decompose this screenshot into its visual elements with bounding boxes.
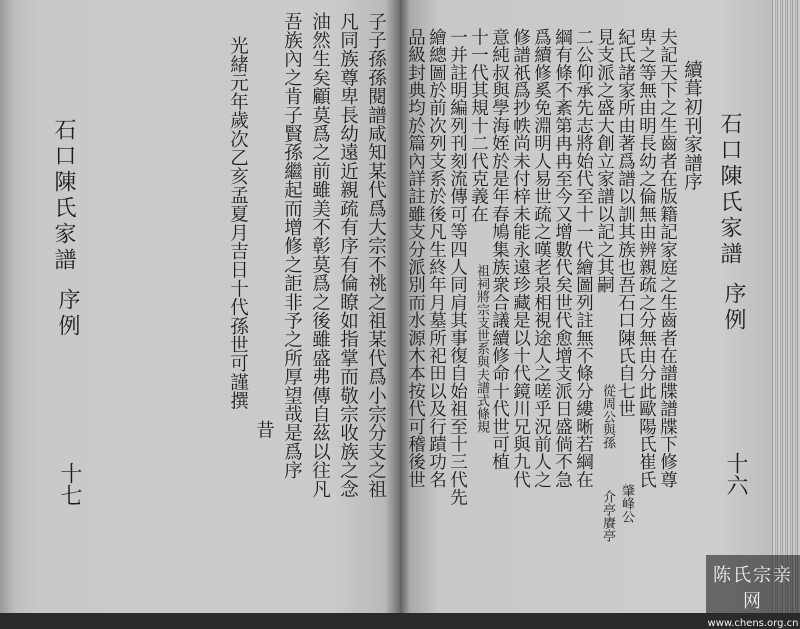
right-section-label: 序例 — [721, 282, 746, 334]
right-body-column-5: 二公仰承先志將始代至十一代繪圖列註無不條分縷晰若綱在 — [573, 28, 594, 489]
left-body-column-5: 昔 — [253, 420, 275, 439]
inset-note-2: 從周公與孫 — [600, 384, 615, 449]
preface-heading: 續葺初刊家譜序 — [681, 60, 703, 191]
inset-note-4: 祖祠將宗支世系與夫譜式條規 — [474, 264, 489, 433]
site-watermark — [706, 555, 800, 629]
right-body-column-2: 卑之等無由明長幼之倫無由辨親疏之分無由分此歐陽氏崔氏 — [636, 28, 657, 489]
right-body-column-4: 見支派之盛大創立家譜以記之其嗣 — [594, 28, 615, 294]
right-body-column-7: 爲續修奚免淵明人易世疏之嘆老泉相視途人之嗟乎況前人之 — [531, 28, 552, 489]
page-edges — [772, 0, 800, 613]
right-body-column-6: 綱有條不紊第冉冉至今又增數代矣世代愈增支派日盛倘不急 — [552, 28, 573, 489]
right-page-number: 十六 — [723, 452, 748, 496]
left-body-column-4: 吾族內之肯子賢孫繼起而增修之詎非予之所厚望哉是爲序 — [281, 12, 303, 480]
right-page — [400, 0, 772, 613]
right-body-column-11: 一并註明編列刊刻流傳可等四人同肩其事復自始祖至十三代先 — [447, 28, 468, 506]
watermark-url: www.chens.org.cn — [707, 618, 799, 629]
left-body-column-2: 凡同族尊卑長幼遠近親疏有序有倫瞭如指掌而敬宗收族之念 — [337, 12, 359, 499]
left-page — [0, 0, 400, 613]
right-body-column-1: 夫記天下之生齒者在版籍記家庭之生齒者在譜牒譜牒下修尊 — [657, 28, 678, 489]
right-body-column-13: 品級封典均於篇內詳註雖支分派別而水源木本按代可稽後世 — [405, 28, 426, 489]
left-body-column-3: 油然生矣顧莫爲之前雖美不彰莫爲之後雖盛弗傳自茲以往凡 — [309, 12, 331, 499]
inset-note-3: 介亭賡亭 — [600, 490, 615, 542]
left-section-label: 序例 — [55, 288, 80, 340]
right-body-column-9: 意純叔與學海姪於是年春鳩集族衆合議續修命十代世可植 — [489, 28, 510, 471]
right-body-column-8: 修譜祇爲抄帙尚未付梓未能永遠珍藏是以十代鏡川兄與九代 — [510, 28, 531, 489]
left-page-number: 十七 — [57, 462, 82, 506]
right-body-column-10: 十一代其規十二代克義在 — [468, 28, 489, 223]
left-book-title: 石口陳氏家譜 — [51, 118, 76, 274]
right-book-title: 石口陳氏家譜 — [717, 112, 742, 268]
left-body-column-1: 子子孫孫閱譜咸知某代爲大宗不祧之祖某代爲小宗分支之祖 — [365, 12, 387, 499]
left-signature-column: 光緒元年歲次乙亥孟夏月吉日十代孫世可謹撰 — [227, 36, 249, 410]
right-body-column-3: 紀氏諸家所由著爲譜以訓其族也吾石口陳氏自七世 — [615, 28, 636, 418]
watermark-title: 陈氏宗亲网 — [713, 565, 793, 612]
inset-note-1: 肇峰公 — [619, 484, 634, 523]
right-body-column-12: 繪總圖於前次列支系於後凡生終年月墓所祀田以及行蹟功名 — [426, 28, 447, 489]
